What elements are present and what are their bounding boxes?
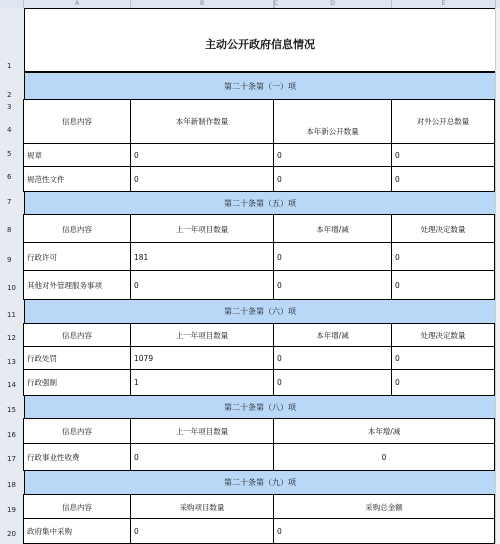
section-header[interactable]: 第二十条第（八）项 (24, 395, 496, 419)
data-cell[interactable]: 0 (391, 166, 495, 192)
row-number[interactable]: 20 (7, 530, 16, 538)
data-cell[interactable]: 1 (130, 369, 274, 396)
data-cell[interactable]: 行政强制 (23, 369, 131, 396)
data-cell[interactable]: 0 (273, 518, 495, 544)
data-cell[interactable]: 0 (130, 443, 274, 471)
data-cell[interactable]: 0 (130, 166, 274, 192)
row-number[interactable]: 10 (7, 284, 16, 292)
header-cell[interactable]: 信息内容 (23, 323, 131, 348)
table-header-row (24, 215, 496, 244)
data-cell[interactable]: 0 (391, 369, 495, 396)
header-cell[interactable]: 采购项目数量 (130, 494, 274, 520)
data-cell[interactable]: 0 (273, 443, 495, 471)
row-number[interactable]: 9 (7, 256, 12, 264)
section-header[interactable]: 第二十条第（五）项 (24, 191, 496, 215)
row-header-bar (0, 8, 25, 544)
data-cell[interactable]: 0 (273, 346, 392, 371)
row-number[interactable]: 12 (7, 334, 16, 342)
data-cell[interactable]: 0 (273, 242, 392, 272)
column-header-d[interactable]: D (274, 0, 392, 8)
row-number[interactable]: 18 (7, 481, 16, 489)
data-cell[interactable]: 181 (130, 242, 274, 272)
row-number[interactable]: 15 (7, 406, 16, 414)
section-header[interactable]: 第二十条第（九）项 (24, 470, 496, 495)
table-row (24, 370, 496, 396)
data-cell[interactable]: 行政许可 (23, 242, 131, 272)
header-cell[interactable]: 本年增/减 (273, 418, 495, 445)
column-header-c[interactable]: C (274, 0, 279, 7)
row-number[interactable]: 7 (7, 198, 12, 206)
data-cell[interactable]: 行政处罚 (23, 346, 131, 371)
data-cell[interactable]: 0 (130, 143, 274, 168)
data-cell[interactable]: 0 (130, 518, 274, 544)
header-cell[interactable]: 处理决定数量 (391, 323, 495, 348)
column-header-b[interactable]: B (131, 0, 274, 8)
data-cell[interactable]: 规范性文件 (23, 166, 131, 192)
data-cell[interactable]: 0 (391, 270, 495, 300)
header-cell[interactable]: 上一年项目数量 (130, 418, 274, 445)
header-cell[interactable]: 上一年项目数量 (130, 214, 274, 244)
column-header-e[interactable]: E (392, 0, 496, 8)
table-row (24, 347, 496, 371)
data-cell[interactable]: 0 (273, 369, 392, 396)
data-cell[interactable]: 0 (273, 166, 392, 192)
row-number[interactable]: 1 (7, 62, 12, 70)
data-cell[interactable]: 0 (130, 270, 274, 300)
table-header-row (24, 419, 496, 445)
data-cell[interactable]: 其他对外管理服务事项 (23, 270, 131, 300)
header-cell[interactable]: 信息内容 (23, 214, 131, 244)
data-cell[interactable]: 0 (391, 242, 495, 272)
table-row (24, 519, 496, 544)
data-cell[interactable]: 0 (273, 270, 392, 300)
header-cell[interactable]: 本年新公开数量 (273, 99, 392, 144)
data-cell[interactable]: 0 (391, 143, 495, 168)
row-number[interactable]: 2 (7, 91, 12, 99)
header-cell[interactable]: 本年增/减 (273, 323, 392, 348)
row-number[interactable]: 3 (7, 103, 12, 111)
header-cell[interactable]: 信息内容 (23, 99, 131, 144)
row-number[interactable]: 17 (7, 455, 16, 463)
row-number[interactable]: 4 (7, 126, 12, 134)
row-number[interactable]: 14 (7, 381, 16, 389)
select-all-corner[interactable] (0, 0, 24, 8)
row-number[interactable]: 13 (7, 358, 16, 366)
row-number[interactable]: 19 (7, 506, 16, 514)
row-number[interactable]: 6 (7, 173, 12, 181)
table-row (24, 444, 496, 471)
data-cell[interactable]: 0 (273, 143, 392, 168)
vertical-scrollbar[interactable] (495, 8, 500, 544)
table-row (24, 144, 496, 168)
row-number[interactable]: 16 (7, 431, 16, 439)
header-cell[interactable]: 处理决定数量 (391, 214, 495, 244)
section-header[interactable]: 第二十条第（一）项 (24, 72, 496, 100)
table-header-row (24, 100, 496, 144)
row-number[interactable]: 11 (7, 311, 16, 319)
header-cell[interactable]: 本年增/减 (273, 214, 392, 244)
sheet-title[interactable]: 主动公开政府信息情况 (24, 8, 496, 72)
row-number[interactable]: 5 (7, 150, 12, 158)
header-cell[interactable]: 本年新制作数量 (130, 99, 274, 144)
header-cell[interactable]: 信息内容 (23, 494, 131, 520)
data-cell[interactable]: 政府集中采购 (23, 518, 131, 544)
data-cell[interactable]: 0 (391, 346, 495, 371)
spreadsheet-grid (24, 8, 496, 544)
table-header-row (24, 324, 496, 348)
header-cell[interactable]: 采购总金额 (273, 494, 495, 520)
table-row (24, 243, 496, 272)
header-cell[interactable]: 上一年项目数量 (130, 323, 274, 348)
data-cell[interactable]: 1079 (130, 346, 274, 371)
table-row (24, 271, 496, 300)
header-cell[interactable]: 信息内容 (23, 418, 131, 445)
data-cell[interactable]: 规章 (23, 143, 131, 168)
section-header[interactable]: 第二十条第（六）项 (24, 299, 496, 324)
table-header-row (24, 495, 496, 520)
row-number[interactable]: 8 (7, 226, 12, 234)
table-row (24, 167, 496, 192)
header-cell[interactable]: 对外公开总数量 (391, 99, 495, 144)
data-cell[interactable]: 行政事业性收费 (23, 443, 131, 471)
column-header-a[interactable]: A (24, 0, 131, 8)
